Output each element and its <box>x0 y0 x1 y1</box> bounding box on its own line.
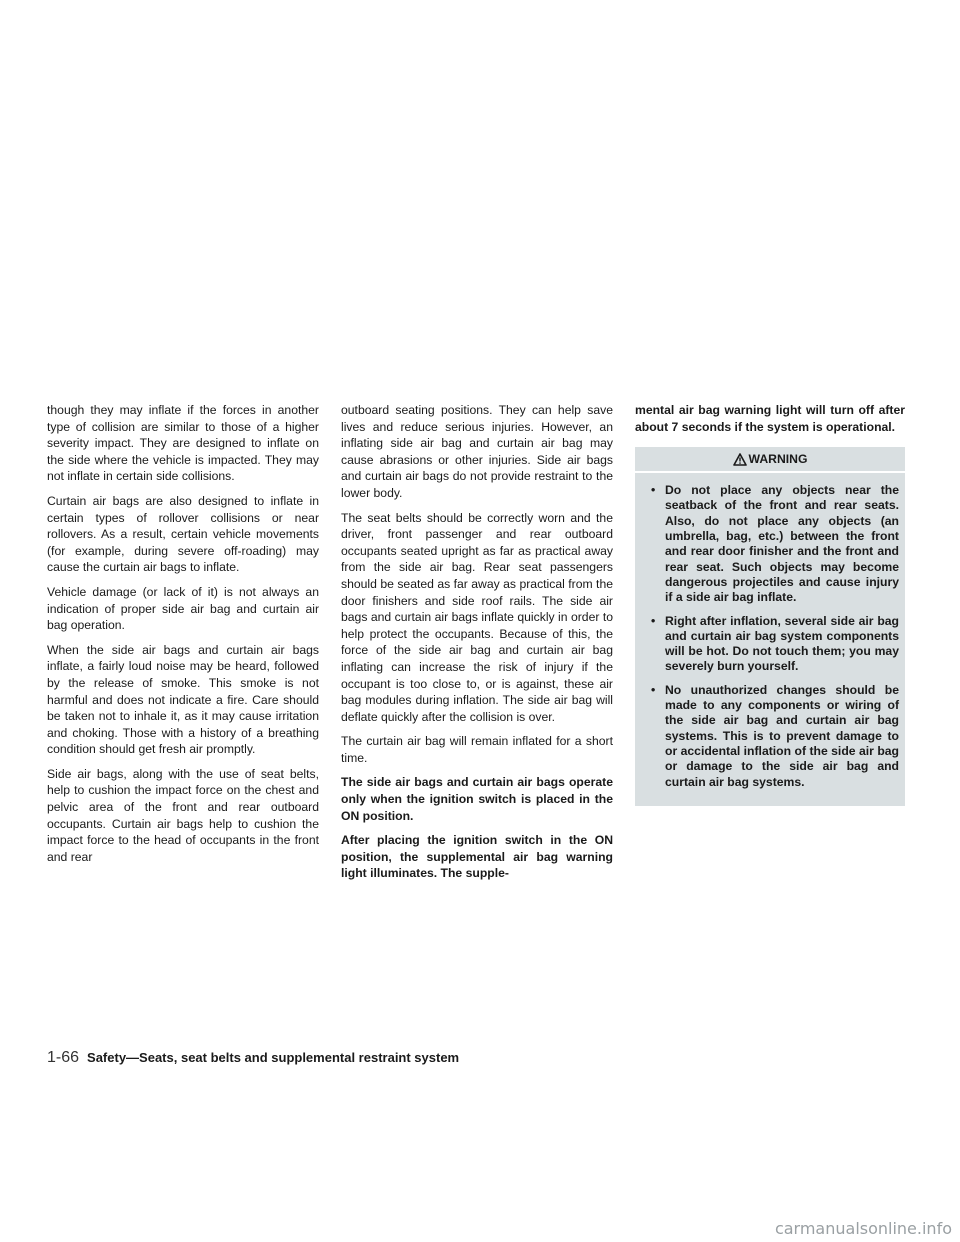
warning-item-text: Right after inflation, several side air bag and curtain air bag system components will be hot. Do not touch them; you may severely burn yourself. <box>665 613 899 674</box>
paragraph: When the side air bags and curtain air bags inflate, a fairly loud noise may be heard, followed by the release of smoke. This smoke is not harmful and does not indicate a fire. Care should be taken not to inhale it, as it may cause irritation and choking. Those with a history of a breathing condition should get fresh air promptly. <box>47 642 319 757</box>
paragraph: The curtain air bag will remain inflated for a short time. <box>341 734 613 765</box>
bullet: • <box>651 613 656 628</box>
page-footer <box>47 1049 459 1069</box>
warning-header <box>635 447 905 473</box>
warning-list <box>641 483 899 790</box>
warning-item <box>641 614 899 675</box>
paragraph: though they may inflate if the forces in another type of collision are similar to those of a higher severity impact. They are designed to inflate on the side where the vehicle is impacted. They may not inflate in certain side collisions. <box>47 403 319 484</box>
warning-title: WARNING <box>748 451 808 466</box>
paragraph: The seat belts should be correctly worn and the driver, front passenger and rear outboard occupants seated upright as far as practical away from the side air bag. Rear seat passengers should be seated as far away as practical from the door finishers and side roof rails. The side air bags and curtain air bags inflate quickly in order to help protect the occupants. Because of this, the force of the side air bag and curtain air bag inflating can increase the risk of injury if the occupant is too close to, or is against, these air bag modules during inflation. The side air bag will deflate quickly after the collision is over. <box>341 510 613 724</box>
section-title: Safety—Seats, seat belts and supplemental restraint system <box>87 1050 460 1065</box>
warning-item-text: No unauthorized changes should be made to any components or wiring of the side air bag and curtain air bag systems. This is to prevent damage to or accidental inflation of the side air bag or damage to the side air bag and curtain air bag systems. <box>665 682 899 789</box>
warning-item <box>641 483 899 605</box>
text-column-2 <box>341 402 613 890</box>
bullet: • <box>651 682 656 697</box>
text-column-3 <box>635 402 905 806</box>
watermark: carmanualsonline.info <box>774 1219 952 1238</box>
bold-paragraph: After placing the ignition switch in the ON position, the supplemental air bag warning light illuminates. The supple- <box>341 833 613 881</box>
bullet: • <box>651 483 656 498</box>
paragraph: Side air bags, along with the use of seat belts, help to cushion the impact force on the chest and pelvic area of the front and rear outboard occupants. Curtain air bags help to cushion the impact force to the head of occupants in the front and rear <box>47 766 319 864</box>
bold-paragraph: mental air bag warning light will turn off after about 7 seconds if the system is operational. <box>635 403 905 434</box>
page-number: 1-66 <box>47 1049 80 1066</box>
paragraph: Curtain air bags are also designed to inflate in certain types of rollover collisions or near rollovers. As a result, certain vehicle movements (for example, during severe off-roading) may cause the curtain air bags to inflate. <box>47 493 319 575</box>
warning-box <box>635 447 905 806</box>
warning-triangle-icon <box>733 453 747 466</box>
text-column-1 <box>47 402 319 873</box>
bold-paragraph: The side air bags and curtain air bags operate only when the ignition switch is placed in the ON position. <box>341 775 613 823</box>
paragraph: outboard seating positions. They can help save lives and reduce serious injuries. However, an inflating side air bag and curtain air bag may cause abrasions or other injuries. Side air bags and curtain air bags do not provide restraint to the lower body. <box>341 403 613 500</box>
warning-item-text: Do not place any objects near the seatback of the front and rear seats. Also, do not place any objects (an umbrella, bag, etc.) between the front and rear door finisher and the front and rear seat. Such objects may become dangerous projectiles and cause injury if a side air bag inflate. <box>665 483 899 605</box>
paragraph: Vehicle damage (or lack of it) is not always an indication of proper side air bag and curtain air bag operation. <box>47 584 319 633</box>
warning-item <box>641 683 899 790</box>
